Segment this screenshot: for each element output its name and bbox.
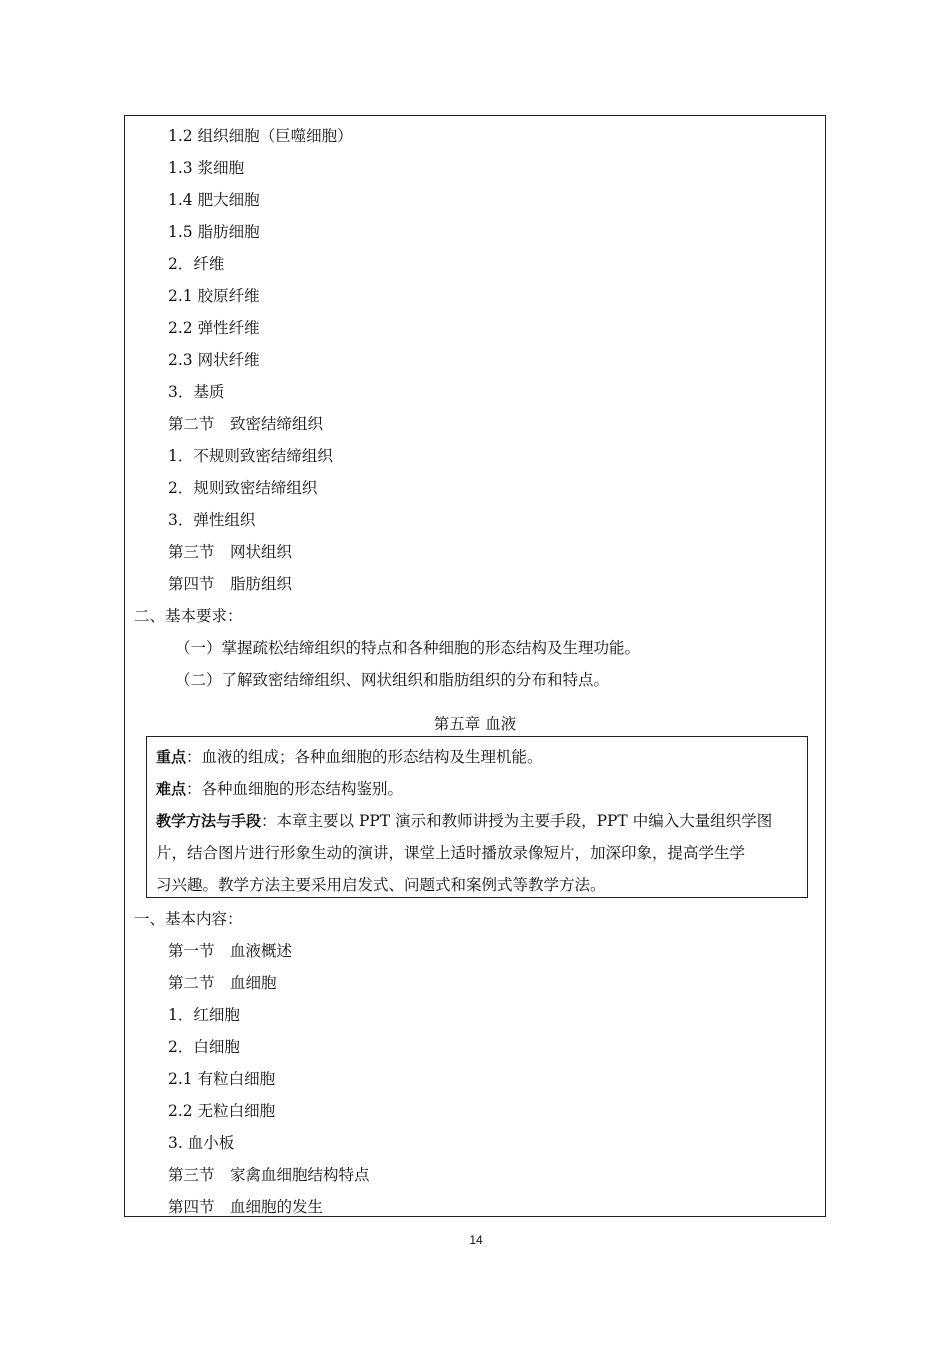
- list-item: 2.3 网状纤维: [168, 351, 260, 369]
- list-item: 2.1 有粒白细胞: [168, 1070, 276, 1088]
- section-heading: 第二节 血细胞: [168, 974, 277, 992]
- list-item: 2．规则致密结缔组织: [168, 479, 318, 497]
- list-item: 2．纤维: [168, 255, 225, 273]
- list-item: 2.2 弹性纤维: [168, 319, 260, 337]
- list-item: 2.2 无粒白细胞: [168, 1102, 276, 1120]
- methods-line: [156, 811, 772, 831]
- requirements-heading: 二、基本要求：: [134, 607, 243, 625]
- list-item: 3．基质: [168, 383, 225, 401]
- content-heading: 一、基本内容：: [134, 910, 243, 928]
- difficulties-label: 难点: [156, 780, 187, 798]
- list-item: 3. 血小板: [168, 1134, 235, 1152]
- methods-label: 教学方法与手段: [156, 812, 262, 830]
- methods-text: ：本章主要以 PPT 演示和教师讲授为主要手段，PPT 中编入大量组织学图: [261, 812, 773, 830]
- section-heading: 第三节 网状组织: [168, 543, 293, 561]
- difficulties-line: [156, 779, 403, 799]
- key-points-text: ：血液的组成；各种血细胞的形态结构及生理机能。: [186, 748, 543, 766]
- methods-text-line: 习兴趣。教学方法主要采用启发式、问题式和案例式等教学方法。: [156, 876, 606, 894]
- list-item: 1.5 脂肪细胞: [168, 223, 260, 241]
- chapter-title: 第五章 血液: [433, 715, 517, 733]
- list-item: 1．不规则致密结缔组织: [168, 447, 333, 465]
- requirement-item: （二）了解致密结缔组织、网状组织和脂肪组织的分布和特点。: [175, 671, 610, 689]
- section-heading: 第一节 血液概述: [168, 942, 293, 960]
- section-heading: 第四节 血细胞的发生: [168, 1198, 324, 1216]
- key-points-line: [156, 747, 543, 767]
- list-item: 2.1 胶原纤维: [168, 287, 260, 305]
- list-item: 1.4 肥大细胞: [168, 191, 260, 209]
- requirement-item: （一）掌握疏松结缔组织的特点和各种细胞的形态结构及生理功能。: [175, 639, 641, 657]
- section-heading: 第四节 脂肪组织: [168, 575, 293, 593]
- list-item: 1.3 浆细胞: [168, 159, 245, 177]
- methods-text-line: 片，结合图片进行形象生动的演讲，课堂上适时播放录像短片，加深印象，提高学生学: [156, 844, 746, 862]
- key-points-box: [146, 736, 808, 898]
- list-item: 3．弹性组织: [168, 511, 256, 529]
- page-number: 14: [469, 1233, 483, 1247]
- list-item: 2．白细胞: [168, 1038, 240, 1056]
- difficulties-text: ：各种血细胞的形态结构鉴别。: [186, 780, 404, 798]
- section-heading: 第二节 致密结缔组织: [168, 415, 324, 433]
- section-heading: 第三节 家禽血细胞结构特点: [168, 1166, 370, 1184]
- list-item: 1．红细胞: [168, 1006, 240, 1024]
- key-points-label: 重点: [156, 748, 187, 766]
- list-item: 1.2 组织细胞（巨噬细胞）: [168, 127, 353, 145]
- content-table-cell: [124, 115, 826, 1217]
